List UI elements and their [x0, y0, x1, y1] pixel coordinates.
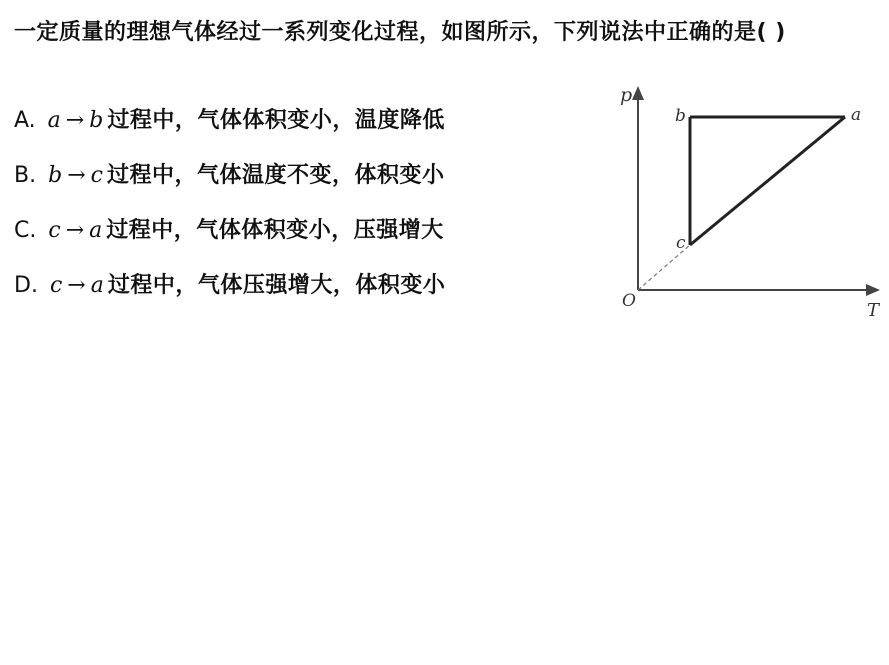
option-c[interactable]	[14, 212, 445, 267]
option-text: 过程中，气体体积变小，压强增大	[106, 218, 444, 243]
process-c-a	[690, 117, 845, 245]
origin-label: O	[622, 291, 636, 311]
option-text: 过程中，气体压强增大，体积变小	[107, 273, 446, 298]
option-b[interactable]	[14, 157, 445, 212]
state-from: c	[49, 273, 63, 298]
point-b-label: b	[675, 106, 686, 126]
option-letter: C.	[14, 218, 37, 243]
arrow-icon: →	[65, 108, 85, 133]
arrow-icon: →	[67, 163, 86, 188]
question-stem: 一定质量的理想气体经过一系列变化过程，如图所示，下列说法中正确的是( )	[14, 20, 786, 45]
option-letter: A.	[14, 108, 36, 133]
option-letter: D.	[14, 273, 38, 298]
x-axis-arrow-icon	[866, 284, 880, 296]
y-axis-label: p	[620, 84, 633, 106]
point-c-label: c	[676, 233, 686, 253]
option-d[interactable]	[14, 267, 445, 322]
option-a[interactable]	[14, 102, 445, 157]
point-a-label: a	[851, 105, 862, 125]
option-text: 过程中，气体体积变小，温度降低	[107, 108, 445, 133]
state-from: a	[47, 108, 61, 133]
options-list	[14, 102, 445, 322]
state-from: b	[48, 163, 63, 188]
arrow-icon: →	[65, 218, 85, 243]
p-t-diagram	[600, 80, 889, 325]
state-to: a	[89, 218, 103, 243]
state-from: c	[48, 218, 61, 243]
x-axis-label: T	[867, 300, 880, 321]
option-letter: B.	[14, 163, 37, 188]
state-to: b	[89, 108, 104, 133]
state-to: c	[90, 163, 103, 188]
option-text: 过程中，气体温度不变，体积变小	[106, 163, 445, 188]
y-axis-arrow-icon	[632, 86, 644, 100]
arrow-icon: →	[67, 273, 86, 298]
state-to: a	[90, 273, 104, 298]
